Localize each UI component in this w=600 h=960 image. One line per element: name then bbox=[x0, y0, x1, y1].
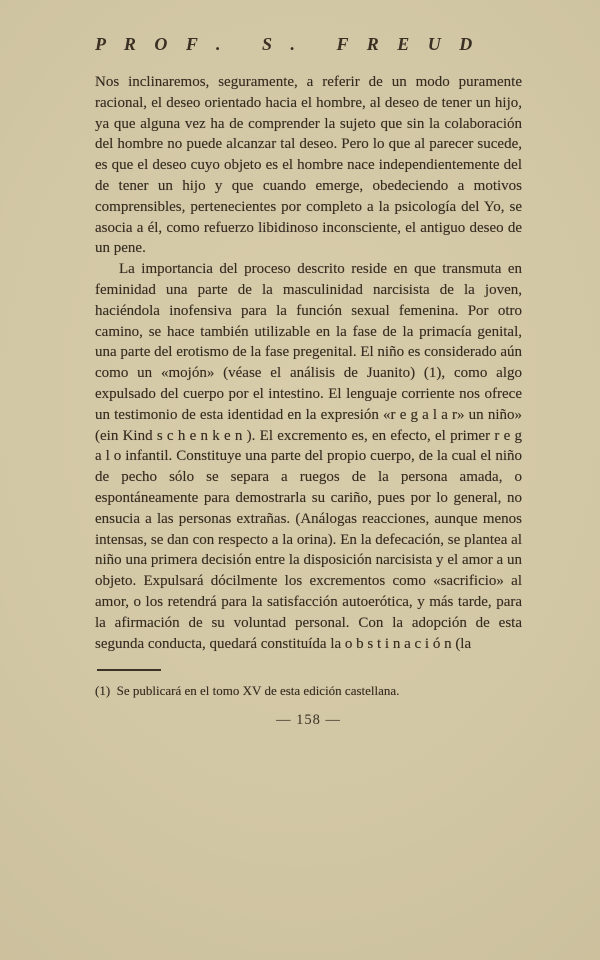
paragraph-1: Nos inclinaremos, seguramente, a referir de un modo puramente racional, el deseo orientado hacia el hombre, al deseo de tener un hijo, ya que alguna vez ha de comprender la sujeto que sin la colaboración del hombre no puede alcanzar tal deseo. Pero lo que al parecer sucede, es que el deseo cuyo objeto es el hombre nace independientemente del de tener un hijo y que cuando emerge, obedeciendo a motivos comprensibles, pertenecientes por completo a la psicología del Yo, se asocia a él, como refuerzo libidinoso inconsciente, el antiguo deseo de un pene. bbox=[95, 74, 522, 257]
body-text bbox=[95, 72, 522, 654]
page-number: — 158 — bbox=[276, 712, 341, 729]
footnote: (1) Se publicará en el tomo XV de esta edición castellana. bbox=[95, 683, 400, 699]
running-head: P R O F . S . F R E U D bbox=[95, 34, 480, 54]
footnote-divider bbox=[97, 669, 161, 671]
paragraph-2: La importancia del proceso descrito reside en que transmuta en feminidad una parte de la masculinidad narcisista de la joven, haciéndola inofensiva para la función sexual femenina. Por otro camino, se hace también utilizable en la fase de la primacía genital, una parte del erotismo de la fase pregenital. El niño es considerado aún como un «mojón» (véase el análisis de Juanito) (1), como algo expulsado del cuerpo por el intestino. El lenguaje corriente nos ofrece un testimonio de esta identidad en la expresión «r e g a l a r» un niño» (ein Kind s c h e n k e n ). El excremento es, en efecto, el primer r e g a l o infantil. Constituye una parte del propio cuerpo, de la cual el niño de pecho sólo se separa a ruegos de la persona amada, o espontáneamente para demostrarla su cariño, pues por lo general, no ensucia a las personas extrañas. (Análogas reacciones, aunque menos intensas, se dan con respecto a la orina). En la defecación, se plantea al niño una primera decisión entre la disposición narcisista y el amor a un objeto. Expulsará dócilmente los excrementos como «sacrificio» al amor, o los retendrá para la satisfacción autoerótica, y más tarde, para la afirmación de su voluntad personal. Con la adopción de esta segunda conducta, quedará constituída la o b s t i n a c i ó n (la bbox=[95, 261, 522, 652]
